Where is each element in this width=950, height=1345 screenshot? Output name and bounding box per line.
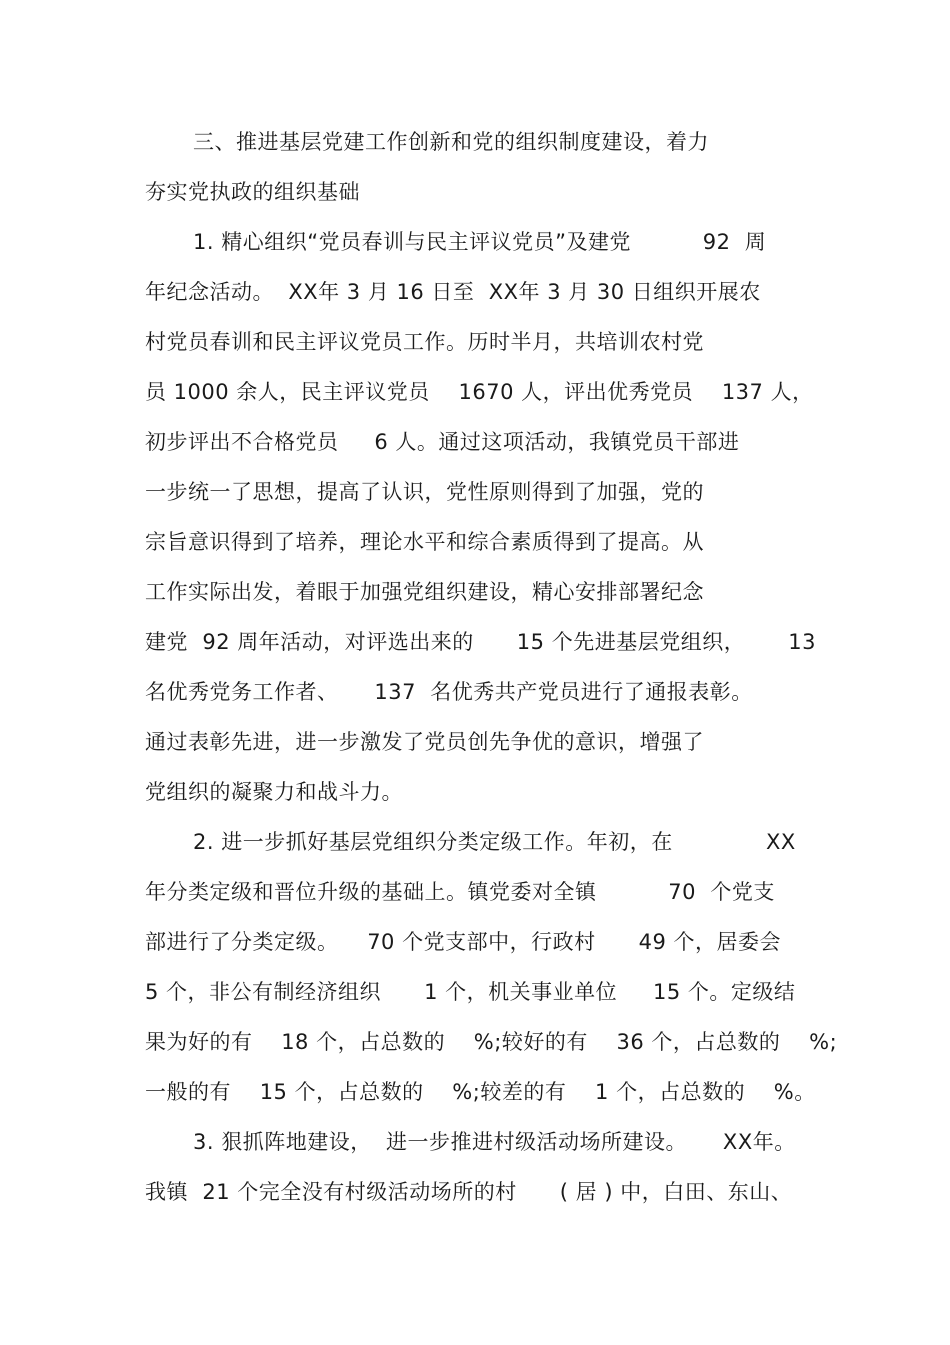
paragraph-line: 通过表彰先进，进一步激发了党员创先争优的意识，增强了 <box>145 730 704 754</box>
paragraph-line: 工作实际出发，着眼于加强党组织建设，精心安排部署纪念 <box>145 580 704 604</box>
paragraph-line: 初步评出不合格党员 6 人。通过这项活动，我镇党员干部进 <box>145 430 740 454</box>
paragraph-line: 党组织的凝聚力和战斗力。 <box>145 780 403 804</box>
paragraph-line: 1. 精心组织“党员春训与民主评议党员”及建党 92 周 <box>193 230 767 254</box>
paragraph-line: 年纪念活动。 XX年 3 月 16 日至 XX年 3 月 30 日组织开展农 <box>145 280 761 304</box>
section-heading-line-2: 夯实党执政的组织基础 <box>145 180 360 204</box>
paragraph-line: 我镇 21 个完全没有村级活动场所的村 ( 居 ) 中，白田、东山、 <box>145 1180 793 1204</box>
paragraph-line: 3. 狠抓阵地建设， 进一步推进村级活动场所建设。 XX年。 <box>193 1130 796 1154</box>
section-heading-line-1: 三、推进基层党建工作创新和党的组织制度建设，着力 <box>193 130 709 154</box>
paragraph-line: 宗旨意识得到了培养，理论水平和综合素质得到了提高。从 <box>145 530 704 554</box>
paragraph-line: 建党 92 周年活动，对评选出来的 15 个先进基层党组织， 13 <box>145 630 816 654</box>
paragraph-line: 2. 进一步抓好基层党组织分类定级工作。年初，在 XX <box>193 830 796 854</box>
paragraph-line: 村党员春训和民主评议党员工作。历时半月，共培训农村党 <box>145 330 704 354</box>
paragraph-line: 果为好的有 18 个，占总数的 %;较好的有 36 个，占总数的 %; <box>145 1030 838 1054</box>
paragraph-line: 部进行了分类定级。 70 个党支部中，行政村 49 个，居委会 <box>145 930 782 954</box>
paragraph-line: 员 1000 余人，民主评议党员 1670 人，评出优秀党员 137 人， <box>145 380 814 404</box>
paragraph-line: 年分类定级和晋位升级的基础上。镇党委对全镇 70 个党支 <box>145 880 775 904</box>
paragraph-line: 名优秀党务工作者、 137 名优秀共产党员进行了通报表彰。 <box>145 680 753 704</box>
paragraph-line: 一般的有 15 个，占总数的 %;较差的有 1 个，占总数的 %。 <box>145 1080 816 1104</box>
paragraph-line: 5 个，非公有制经济组织 1 个，机关事业单位 15 个。定级结 <box>145 980 796 1004</box>
paragraph-line: 一步统一了思想，提高了认识，党性原则得到了加强，党的 <box>145 480 704 504</box>
